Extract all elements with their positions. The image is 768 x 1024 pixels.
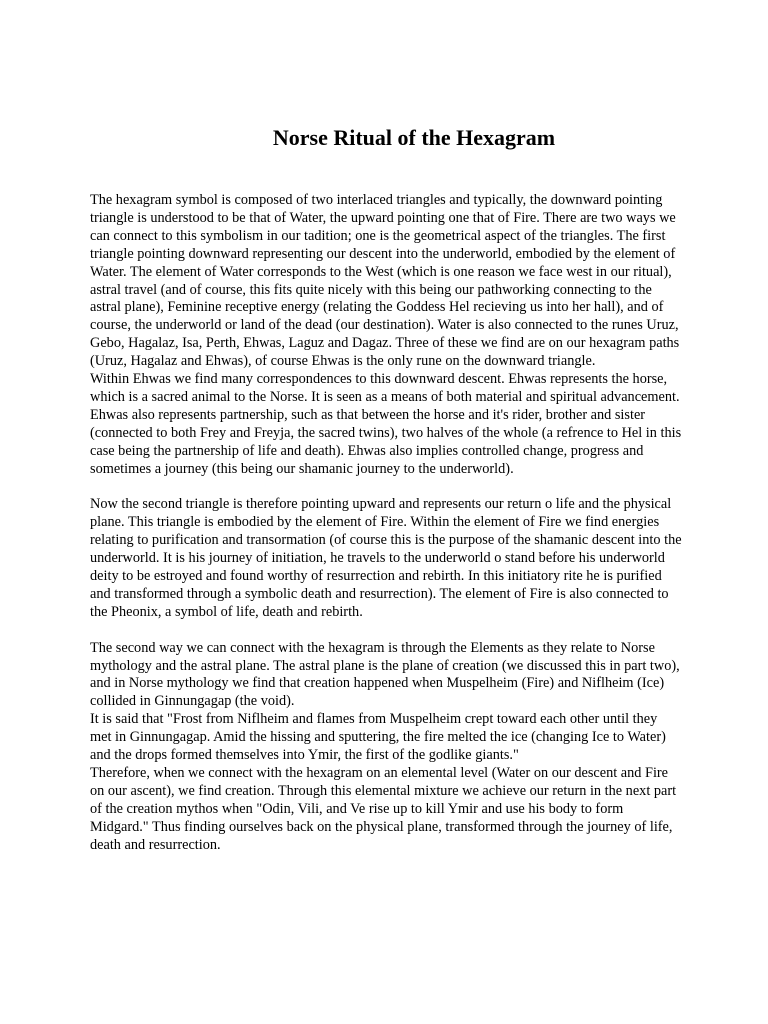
paragraph-hexagram-intro: The hexagram symbol is composed of two interlaced triangles and typically, the downward pointing triangle is understood to be that of Water, the upward pointing one that of Fire. There are two ways we can connect to this symbolism in our tadition; one is the geometrical aspect of the triangles. The first triangle pointing downward representing our descent into the underworld, embodied by the element of Water. The element of Water corresponds to the West (which is one reason we face west in our ritual), astral travel (and of course, this fits quite nicely with this being our pathworking connecting to the astral plane), Feminine receptive energy (relating the Goddess Hel recieving us into her hall), and of course, the underworld or land of the dead (our destination). Water is also connected to the runes Uruz, Gebo, Hagalaz, Isa, Perth, Ehwas, Laguz and Dagaz. Three of these we find are on our hexagram paths (Uruz, Hagalaz and Ehwas), of course Ehwas is the only rune on the downward triangle. — [90, 192, 680, 370]
paragraph-creation: Therefore, when we connect with the hexagram on an elemental level (Water on our descent and Fire on our ascent), we find creation. Through this elemental mixture we achieve our return in the next part of the creation mythos when "Odin, Vili, and Ve rise up to kill Ymir and use his body to form Midgard." Thus finding ourselves back on the physical plane, transformed through the journey of life, death and resurrection. — [90, 764, 677, 853]
document-body — [90, 192, 682, 855]
paragraph-second-triangle: Now the second triangle is therefore pointing upward and represents our return o life and the physical plane. This triangle is embodied by the element of Fire. Within the element of Fire we find energies relating to purification and transormation (of course this is the purpose of the shamanic descent into the underworld. It is his journey of initiation, he travels to the underworld o stand before his underworld deity to be estroyed and found worthy of resurrection and rebirth. In this initiatory rite he is purified and transformed through a symbolic death and resurrection). The element of Fire is also connected to the Pheonix, a symbol of life, death and rebirth. — [90, 496, 682, 620]
document-title: Norse Ritual of the Hexagram — [272, 125, 556, 150]
paragraph-elements: The second way we can connect with the hexagram is through the Elements as they relate to Norse mythology and the astral plane. The astral plane is the plane of creation (we discussed this in part two), and in Norse mythology we find that creation happened when Muspelheim (Fire) and Niflheim (Ice) collided in Ginnungagap (the void). — [90, 639, 680, 710]
paragraph-frost-quote: It is said that "Frost from Niflheim and flames from Muspelheim crept toward each other until they met in Ginnungagap. Amid the hissing and sputtering, the fire melted the ice (changing Ice to Water) and the drops formed themselves into Ymir, the first of the godlike giants." — [90, 711, 666, 764]
paragraph-ehwas: Within Ehwas we find many correspondences to this downward descent. Ehwas represents the horse, which is a sacred animal to the Norse. It is seen as a means of both material and spiritual advancement. Ehwas also represents partnership, such as that between the horse and it's rider, brother and sister (connected to both Frey and Freyja, the sacred twins), two halves of the whole (a refrence to Hel in this case being the partnership of life and death). Ehwas also implies controlled change, progress and sometimes a journey (this being our shamanic journey to the underworld). — [90, 371, 682, 477]
